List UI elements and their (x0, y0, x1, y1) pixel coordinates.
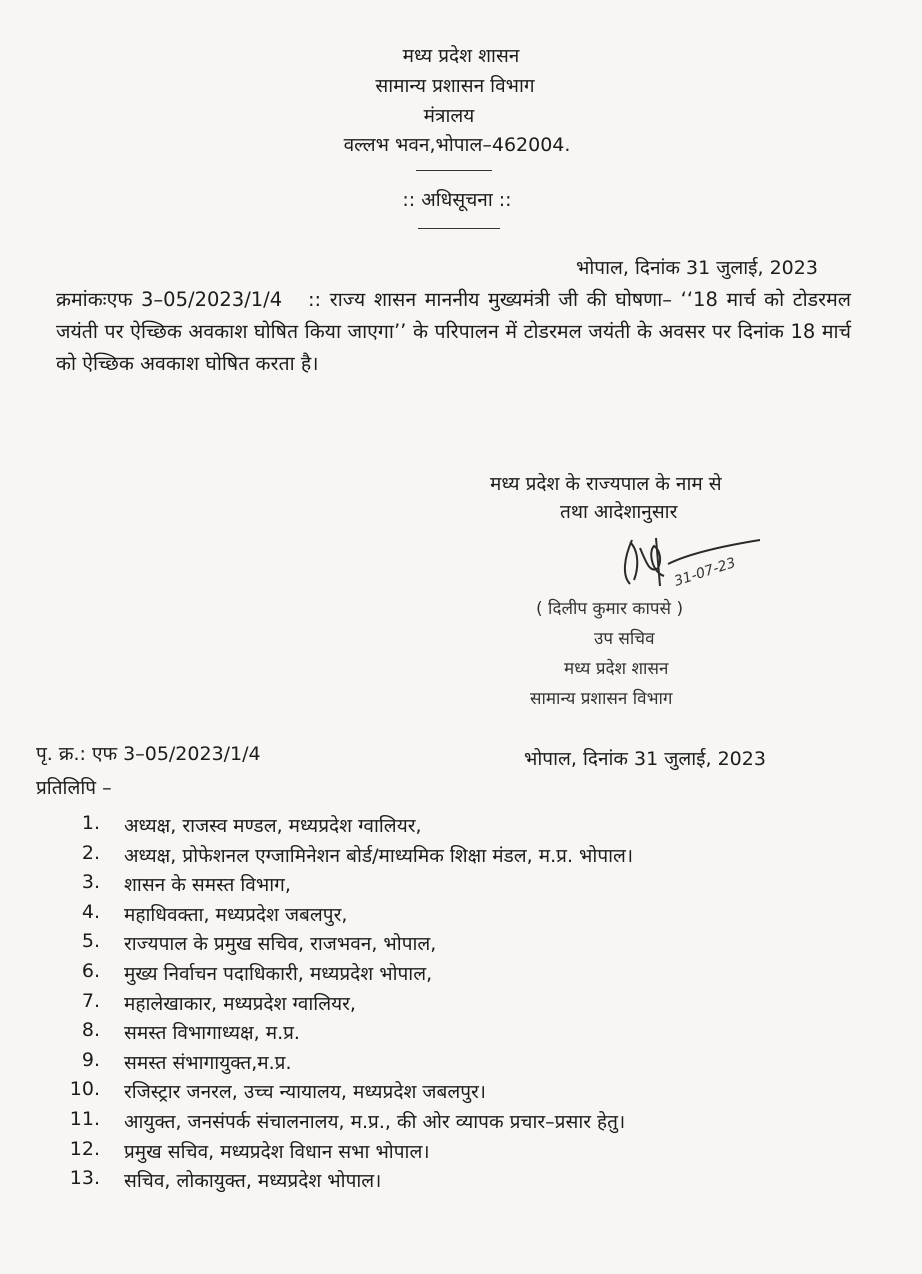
order-date: भोपाल, दिनांक 31 जुलाई, 2023 (576, 257, 818, 279)
header-rule-bottom (418, 228, 500, 229)
list-item: 12. प्रमुख सचिव, मध्यप्रदेश विधान सभा भोपाल। (69, 1137, 430, 1163)
list-item: 10. रजिस्ट्रार जनरल, उच्च न्यायालय, मध्यप्रदेश जबलपुर। (69, 1078, 486, 1104)
signatory-dept: सामान्य प्रशासन विभाग (530, 689, 673, 709)
list-item: 7. महालेखाकार, मध्यप्रदेश ग्वालियर, (81, 989, 356, 1015)
list-item: 4. महाधिवक्ता, मध्यप्रदेश जबलपुर, (81, 900, 348, 926)
copy-recipient-list (60, 812, 860, 1197)
order-body: :: राज्य शासन माननीय मुख्यमंत्री जी की घोषणा– ‘‘18 मार्च को टोडरमल जयंती पर ऐच्छिक अवकाश घोषित किया जाएगा’’ के परिपालन में टोडरमल जयंती के अवसर पर दिनांक 18 मार्च को ऐच्छिक अवकाश घोषित करता है। (56, 288, 851, 375)
header-govt: मध्य प्रदेश शासन (402, 45, 520, 67)
notification-title: :: अधिसूचना :: (402, 189, 512, 211)
list-item: 3. शासन के समस्त विभाग, (81, 871, 291, 897)
copy-date: भोपाल, दिनांक 31 जुलाई, 2023 (524, 748, 766, 770)
list-item: 8. समस्त विभागाध्यक्ष, म.प्र. (81, 1019, 300, 1045)
list-item: 5. राज्यपाल के प्रमुख सचिव, राजभवन, भोपाल, (81, 930, 437, 956)
order-paragraph (56, 284, 851, 380)
copy-ref: पृ. क्र.: एफ 3–05/2023/1/4 (36, 743, 261, 765)
header-department: सामान्य प्रशासन विभाग (375, 75, 535, 97)
list-item: 9. समस्त संभागायुक्त,म.प्र. (81, 1048, 292, 1074)
signatory-designation: उप सचिव (594, 629, 655, 649)
signatory-govt: मध्य प्रदेश शासन (564, 659, 669, 679)
header-secretariat: मंत्रालय (423, 105, 475, 127)
signatory-name: ( दिलीप कुमार कापसे ) (536, 599, 684, 619)
list-item: 11. आयुक्त, जनसंपर्क संचालनालय, म.प्र., की ओर व्यापक प्रचार–प्रसार हेतु। (69, 1107, 626, 1133)
list-item: 2. अध्यक्ष, प्रोफेशनल एग्जामिनेशन बोर्ड/माध्यमिक शिक्षा मंडल, म.प्र. भोपाल। (81, 841, 634, 867)
list-item: 1. अध्यक्ष, राजस्व मण्डल, मध्यप्रदेश ग्वालियर, (81, 812, 422, 837)
list-item: 13. सचिव, लोकायुक्त, मध्यप्रदेश भोपाल। (69, 1167, 382, 1193)
header-rule-top (416, 170, 492, 171)
list-item: 6. मुख्य निर्वाचन पदाधिकारी, मध्यप्रदेश भोपाल, (81, 959, 433, 985)
handwritten-signature (610, 528, 780, 598)
order-ref: क्रमांकःएफ 3–05/2023/1/4 (56, 288, 283, 311)
signature-date: 31-07-23 (672, 554, 738, 590)
header-address: वल्लभ भवन,भोपाल–462004. (343, 134, 571, 156)
signature-authority-line2: तथा आदेशानुसार (560, 501, 678, 523)
copy-label: प्रतिलिपि – (36, 777, 112, 799)
signature-authority-line1: मध्य प्रदेश के राज्यपाल के नाम से (490, 473, 722, 495)
